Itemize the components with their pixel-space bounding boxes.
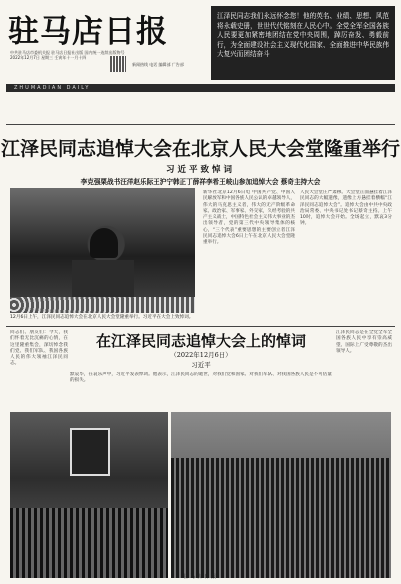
article-column: 人民大会堂庄严肃穆。大会堂正面悬挂着江泽民同志的大幅遗像，遗像上方悬挂着横幅“江泽民同志追悼大会”。追悼大会由中共中央政治局常委、中央书记处书记蔡奇主持。上午10时，追悼大会开始。全场起立，默哀3分钟。: [300, 190, 392, 227]
audience-rows: [10, 508, 168, 578]
eulogy-body: 默哀毕，在哀乐声中，习近平发表悼词。他表示，江泽民同志的逝世，对我们党和国家、对我们军队、对我国各族人民是不可估量的损失。: [70, 372, 332, 384]
eulogy-column-left: 同志们、朋友们：今天，我们怀着无比沉痛的心情，在这里隆重集会，深切悼念我们党、我们军队、我国各族人民的伟大领袖江泽民同志。: [10, 330, 68, 367]
page-footer: 驻马店日报: [182, 574, 218, 580]
mourning-notice: 江泽民同志我们永远怀念您！他的英名、业绩、思想、风范将永载史册，世世代代铭刻在人民心中。全党全军全国各族人民要更加紧密地团结在党中央周围，踔厉奋发、勇毅前行，为全面建设社会主义现代化国家、全面推进中华民族伟大复兴而团结奋斗: [211, 6, 395, 80]
eulogy-author: 习近平: [191, 361, 211, 369]
crowd: [171, 458, 391, 578]
portrait: [70, 428, 110, 476]
lead-attendees: 李克强栗战书汪洋赵乐际王沪宁韩正丁薛祥李希王岐山参加追悼大会 蔡奇主持大会: [80, 178, 321, 186]
podium: [72, 260, 134, 300]
lead-photo-caption: 12月6日上午，江泽民同志追悼大会在北京人民大会堂隆重举行。习近平在大会上致悼词。: [10, 315, 194, 320]
memorial-hall-photo: [10, 412, 168, 578]
masthead-info-left: 中共驻马店市委机关报 驻马店日报社出版 国内统一连续出版物号 2022年12月7日 星期三 壬寅年十一月十四: [10, 50, 125, 61]
eulogy-date: （2022年12月6日）: [170, 351, 232, 359]
divider: [6, 124, 395, 125]
eulogy-column-right: 江泽民同志是在全党全军全国各族人民中享有崇高威望、国际上广受尊敬的杰出领导人。: [336, 330, 392, 354]
eulogy-title: 在江泽民同志追悼大会上的悼词: [95, 332, 306, 350]
masthead-info-right: 新闻热线 电话 编辑部 广告部: [132, 62, 184, 67]
speaker-figure: [90, 228, 118, 258]
flowers: [10, 297, 195, 313]
lead-photo: [10, 188, 195, 313]
lead-headline: 江泽民同志追悼大会在北京人民大会堂隆重举行: [0, 138, 400, 160]
masthead-pinyin-bar: ZHUMADIAN DAILY: [6, 84, 395, 92]
newspaper-logo: 驻马店日报: [8, 14, 168, 50]
attendees-photo: [171, 412, 391, 578]
lead-subtitle: 习近平致悼词: [165, 165, 235, 175]
article-column: 新华社北京12月6日电 中国共产党、中国人民解放军和中国各族人民公认的卓越领导人，伟大的马克思主义者，伟大的无产阶级革命家、政治家、军事家、外交家，久经考验的共产主义战士，中国特色社会主义伟大事业的杰出领导者，党的第三代中央领导集体的核心，“三个代表”重要思想的主要创立者江泽民同志追悼大会6日上午在北京人民大会堂隆重举行。: [203, 190, 295, 246]
qr-code-icon: [110, 56, 126, 72]
